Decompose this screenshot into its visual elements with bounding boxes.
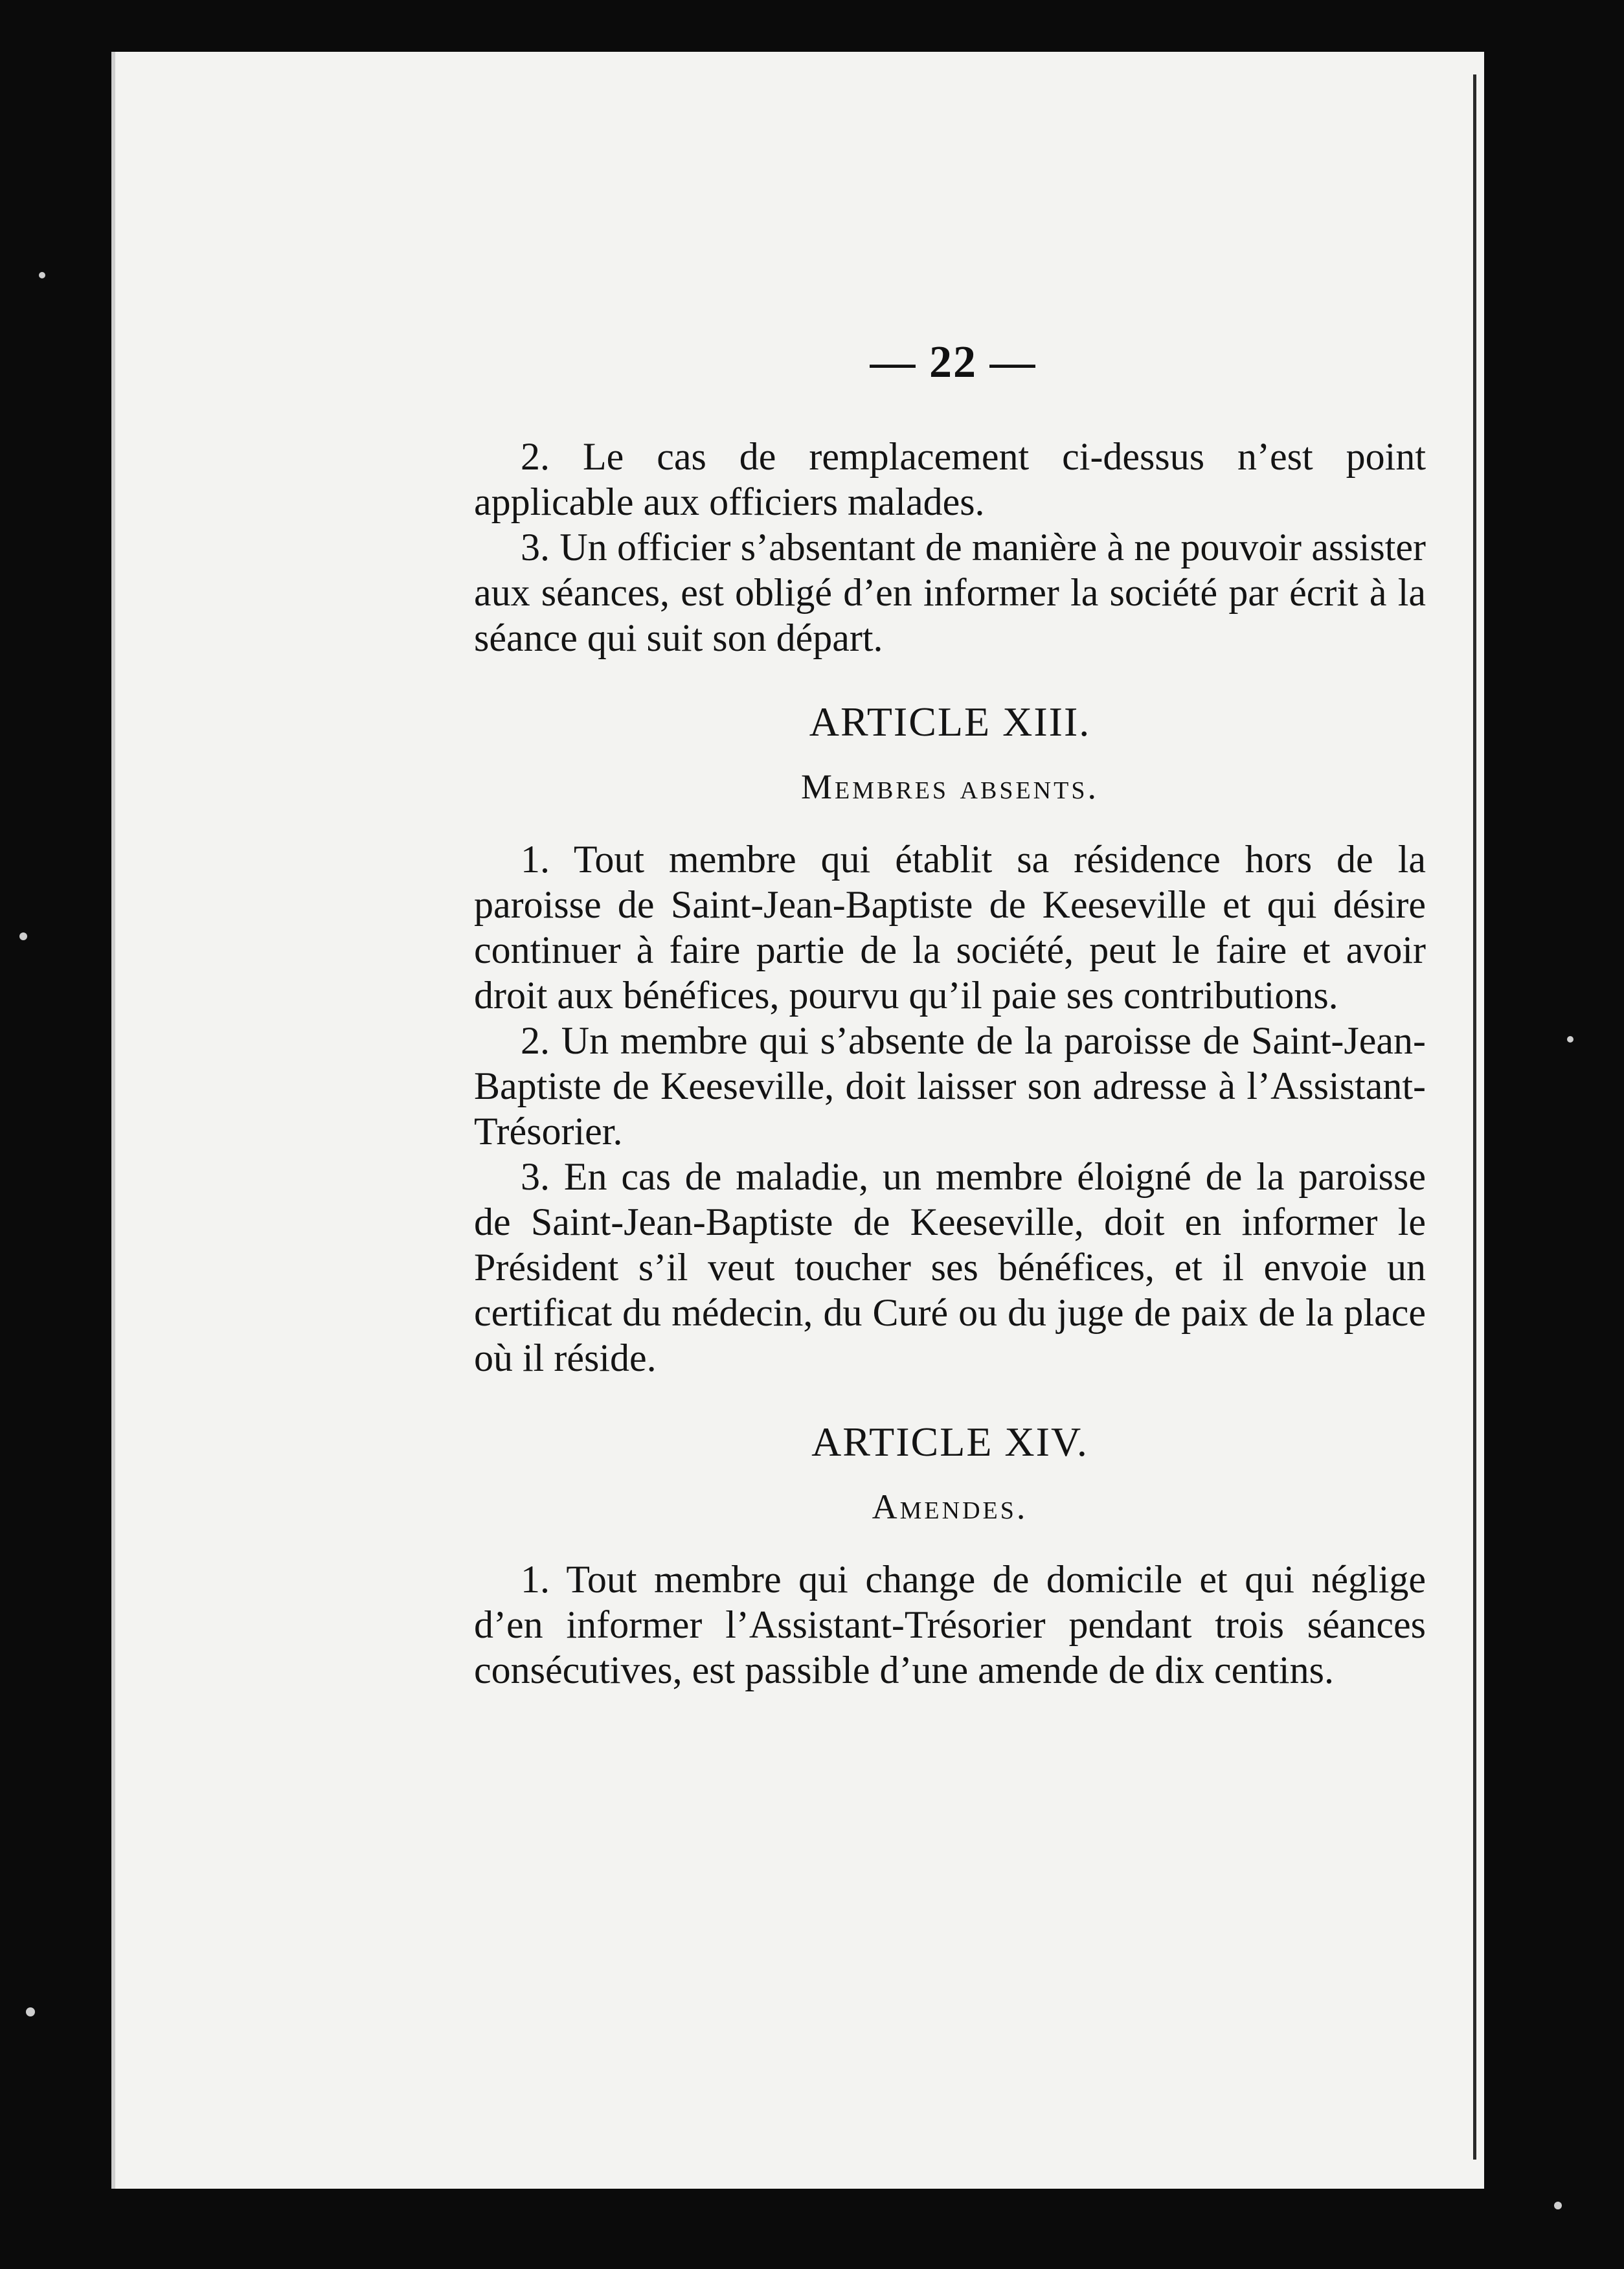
scan-speck	[19, 932, 27, 940]
paragraph-art13-3: 3. En cas de maladie, un membre éloigné de la paroisse de Saint-Jean-Baptiste de Keeseville, doit en informer le Président s’il veut toucher ses bénéfices, et il envoie un certificat du médecin, du Curé ou du juge de paix de la place où il réside.	[474, 1155, 1426, 1379]
scan-speck	[1554, 2202, 1562, 2209]
scan-speck	[1567, 1036, 1573, 1043]
paragraph-art12-3: 3. Un officier s’absentant de manière à ne pouvoir assister aux séances, est obligé d’en informer la société par écrit à la séance qui suit son départ.	[474, 526, 1426, 659]
section-title-membres-absents: Membres absents.	[801, 767, 1099, 806]
scan-speck	[39, 272, 45, 278]
page-edge-line	[1473, 74, 1476, 2160]
article-heading-xiv: ARTICLE XIV.	[811, 1419, 1088, 1465]
paragraph-art12-2: 2. Le cas de remplacement ci-dessus n’est point applicable aux officiers malades.	[474, 435, 1426, 523]
section-title-amendes: Amendes.	[872, 1487, 1028, 1526]
book-page	[111, 52, 1484, 2189]
page-number: — 22 —	[870, 337, 1037, 387]
scan-speck	[26, 2007, 35, 2016]
page-text	[474, 434, 1426, 1693]
paragraph-art14-1: 1. Tout membre qui change de domicile et qui néglige d’en informer l’Assistant-Trésorier pendant trois séances consécutives, est passible d’une amende de dix centins.	[474, 1558, 1426, 1691]
article-heading-xiii: ARTICLE XIII.	[809, 699, 1091, 745]
paragraph-art13-2: 2. Un membre qui s’absente de la paroisse de Saint-Jean-Baptiste de Keeseville, doit laisser son adresse à l’Assistant-Trésorier.	[474, 1019, 1426, 1153]
paragraph-art13-1: 1. Tout membre qui établit sa résidence hors de la paroisse de Saint-Jean-Baptiste de Keeseville et qui désire continuer à faire partie de la société, peut le faire et avoir droit aux bénéfices, pourvu qu’il paie ses contributions.	[474, 838, 1426, 1017]
